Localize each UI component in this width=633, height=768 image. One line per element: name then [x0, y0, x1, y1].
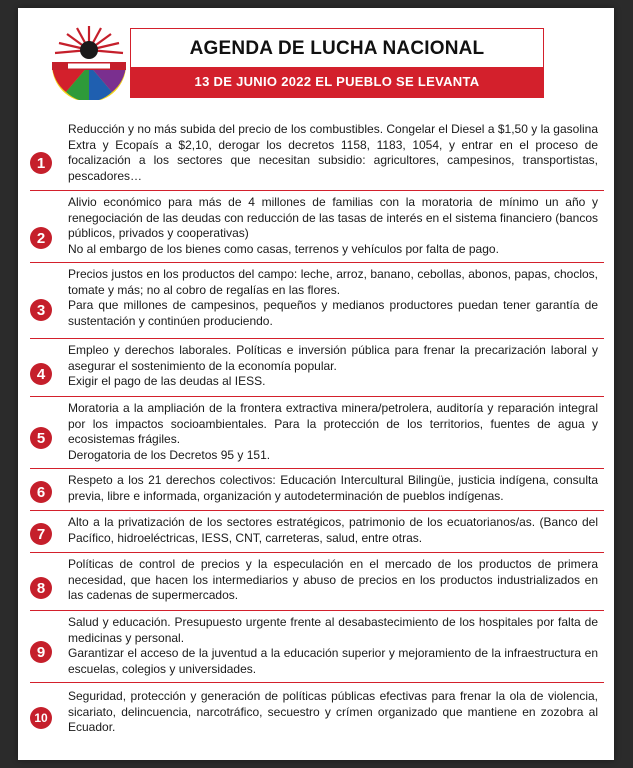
agenda-item — [30, 262, 604, 339]
item-number-badge: 6 — [30, 481, 52, 503]
item-paragraph: Seguridad, protección y generación de políticas públicas efectivas para frenar la ola de violencia, sicariato, delincuencia, narcotráfico, secuestro y crímen organizado que mantiene en zozobra al Ecuador. — [68, 689, 598, 735]
header-box — [130, 28, 544, 98]
item-text — [68, 473, 598, 504]
item-text — [68, 267, 598, 329]
item-paragraph: Garantizar el acceso de la juventud a la educación superior y mejoramiento de la infraestructura en escuelas, colegios y universidades. — [68, 646, 598, 676]
item-text — [68, 343, 598, 390]
item-number-badge: 2 — [30, 227, 52, 249]
item-number-badge: 8 — [30, 577, 52, 599]
item-text — [68, 557, 598, 604]
page-title: AGENDA DE LUCHA NACIONAL — [189, 38, 485, 59]
item-text — [68, 515, 598, 546]
item-text — [68, 615, 598, 677]
item-paragraph: Respeto a los 21 derechos colectivos: Educación Intercultural Bilingüe, justicia indígena, consulta previa, libre e informada, organización y autodeterminación de pueblos indígenas. — [68, 473, 598, 503]
agenda-item — [30, 510, 604, 553]
item-number-badge: 5 — [30, 427, 52, 449]
agenda-item — [30, 682, 604, 745]
item-number-badge: 10 — [30, 707, 52, 729]
agenda-item — [30, 116, 604, 190]
item-paragraph: Moratoria a la ampliación de la frontera extractiva minera/petrolera, auditoría y reparación integral por los impactos socioambientales. Para la protección de los territorios, fuentes de agua y ecosistemas frágiles. — [68, 401, 598, 447]
page-subtitle: 13 DE JUNIO 2022 EL PUEBLO SE LEVANTA — [131, 67, 543, 97]
item-paragraph: Para que millones de campesinos, pequeños y medianos productores puedan tener garantía de sustentación y continúen produciendo. — [68, 298, 598, 328]
item-number-badge: 4 — [30, 363, 52, 385]
item-paragraph: Políticas de control de precios y la especulación en el mercado de los productos de primera necesidad, que hacen los intermediarios y abuso de precios en los productos industrializados en las cadenas de supermercados. — [68, 557, 598, 603]
item-paragraph: Alivio económico para más de 4 millones de familias con la moratoria de mínimo un año y renegociación de las deudas con reducción de las tasas de interés en el sistema financiero (bancos públicos, privados y cooperativas) — [68, 195, 598, 241]
item-paragraph: No al embargo de los bienes como casas, terrenos y vehículos por falta de pago. — [68, 241, 499, 256]
agenda-item — [30, 552, 604, 611]
item-number-badge: 3 — [30, 299, 52, 321]
item-text — [68, 122, 598, 184]
agenda-item — [30, 190, 604, 263]
item-paragraph: Precios justos en los productos del campo: leche, arroz, banano, cebollas, abonos, papas, choclos, tomate y más; no al cobro de regalías en las flores. — [68, 267, 598, 297]
item-number-badge: 7 — [30, 523, 52, 545]
item-paragraph: Derogatoria de los Decretos 95 y 151. — [68, 447, 271, 462]
item-paragraph: Exigir el pago de las deudas al IESS. — [68, 374, 266, 389]
item-number-badge: 1 — [30, 152, 52, 174]
item-paragraph: Empleo y derechos laborales. Políticas e inversión pública para frenar la precarización laboral y asegurar el sostenimiento de la economía popular. — [68, 343, 598, 373]
document-page — [18, 8, 614, 760]
item-text — [68, 689, 598, 736]
agenda-item — [30, 338, 604, 397]
item-paragraph: Alto a la privatización de los sectores estratégicos, patrimonio de los ecuatorianos/as. (Banco del Pacífico, hidroeléctricas, IESS, CNT, carreteras, salud, entre otras. — [68, 515, 598, 545]
agenda-item — [30, 468, 604, 511]
item-paragraph: Salud y educación. Presupuesto urgente frente al desabastecimiento de los hospitales por falta de medicinas y personal. — [68, 615, 598, 645]
agenda-item — [30, 610, 604, 683]
movement-logo — [44, 20, 134, 100]
agenda-item — [30, 396, 604, 469]
item-paragraph: Reducción y no más subida del precio de los combustibles. Congelar el Diesel a $1,50 y la gasolina Extra y Ecopaís a $2,10, derogar los decretos 1158, 1183, 1054, y entrar en el proceso de focalización a los sectores que necesitan subsidio: agricultores, campesinos, transportistas, pescadores… — [68, 122, 598, 183]
item-text — [68, 195, 598, 257]
item-text — [68, 401, 598, 463]
item-number-badge: 9 — [30, 641, 52, 663]
